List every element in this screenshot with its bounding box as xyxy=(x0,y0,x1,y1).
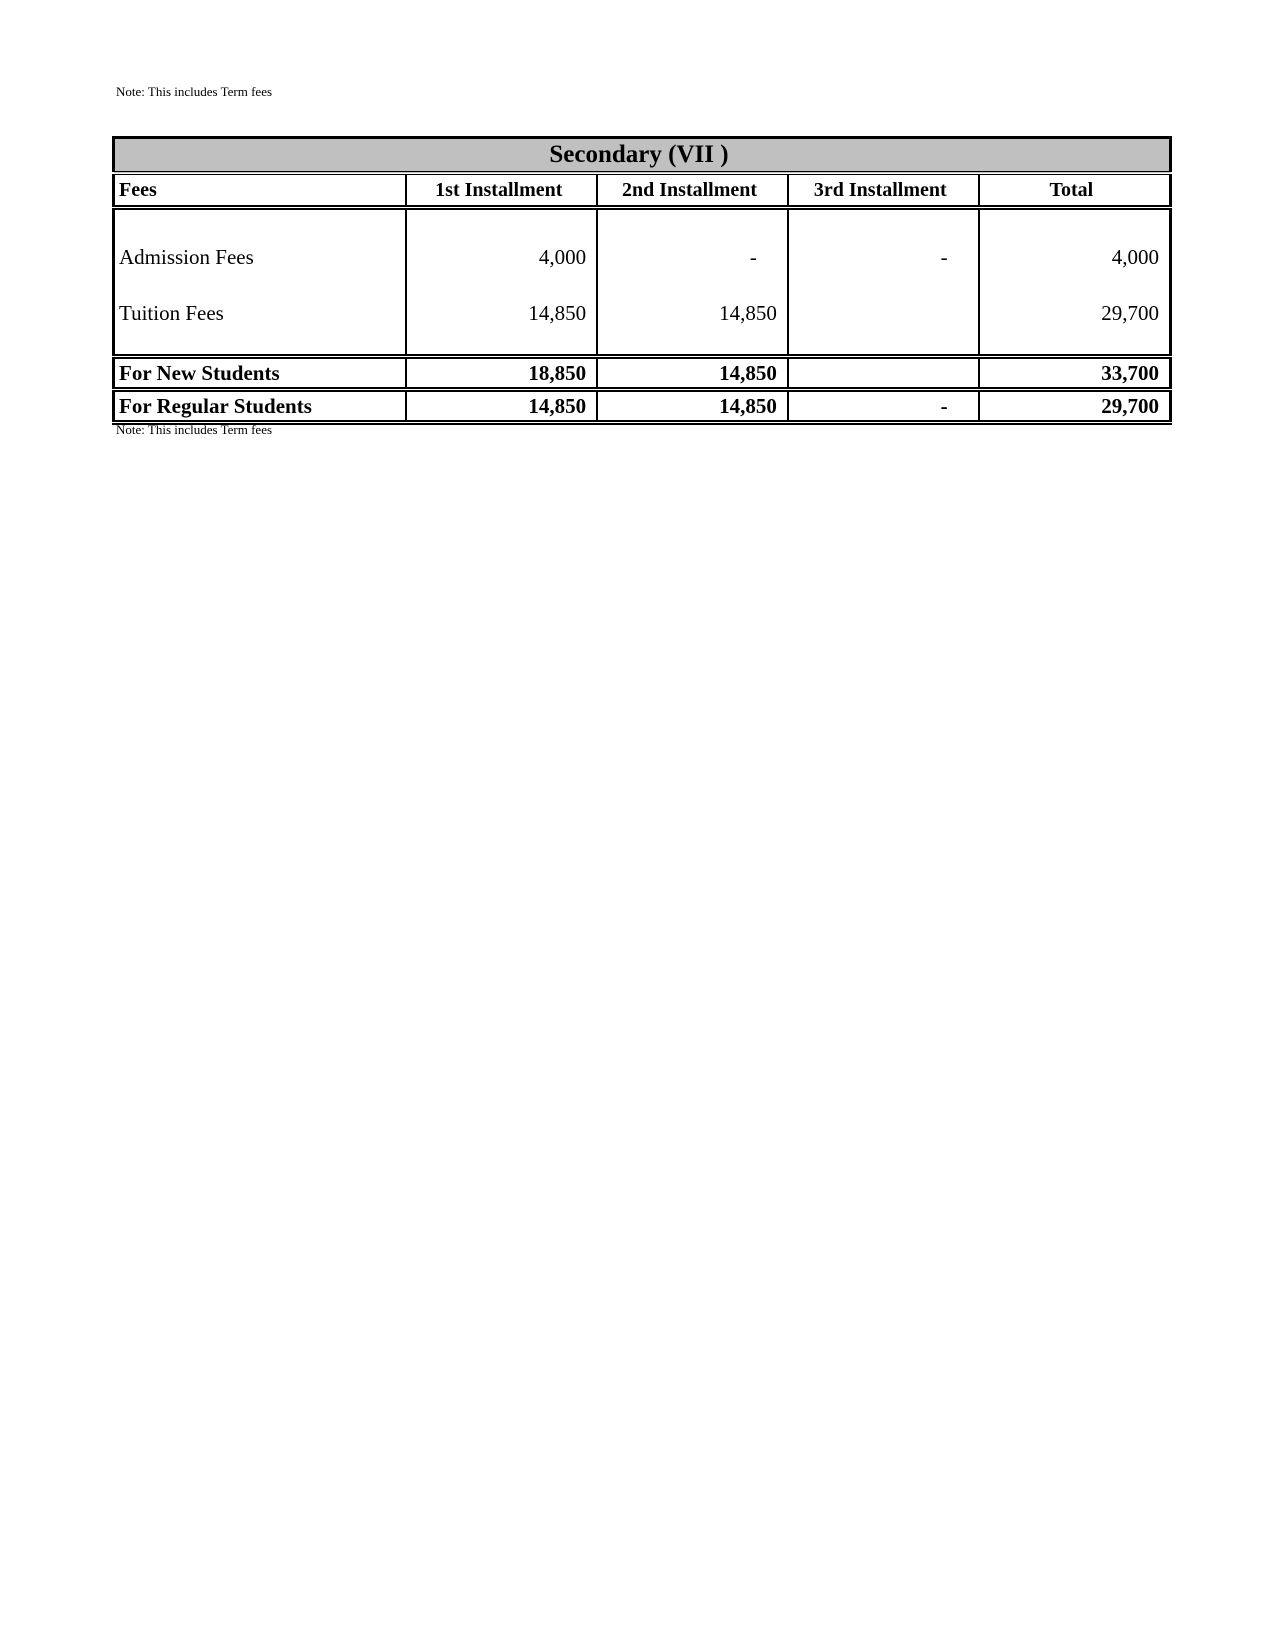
summary-2nd: 14,850 xyxy=(597,390,788,423)
header-3rd-installment: 3rd Installment xyxy=(788,173,979,208)
cell-3rd xyxy=(788,272,979,357)
summary-1st: 18,850 xyxy=(406,357,597,390)
summary-total: 33,700 xyxy=(979,357,1171,390)
summary-1st: 14,850 xyxy=(406,390,597,423)
summary-3rd xyxy=(788,357,979,390)
table-title-row xyxy=(114,138,1171,174)
header-fees: Fees xyxy=(114,173,407,208)
header-2nd-installment: 2nd Installment xyxy=(597,173,788,208)
summary-label: For New Students xyxy=(114,357,407,390)
table-title: Secondary (VII ) xyxy=(114,138,1171,174)
cell-1st: 14,850 xyxy=(406,272,597,357)
note-top: Note: This includes Term fees xyxy=(116,84,273,99)
summary-label: For Regular Students xyxy=(114,390,407,423)
cell-2nd: 14,850 xyxy=(597,272,788,357)
row-label: Tuition Fees xyxy=(114,272,407,357)
header-1st-installment: 1st Installment xyxy=(406,173,597,208)
summary-total: 29,700 xyxy=(979,390,1171,423)
cell-total: 4,000 xyxy=(979,208,1171,273)
header-total: Total xyxy=(979,173,1171,208)
summary-row-new-students xyxy=(114,357,1171,390)
summary-3rd: - xyxy=(788,390,979,423)
table-row-admission xyxy=(114,208,1171,273)
cell-2nd: - xyxy=(597,208,788,273)
note-bottom: Note: This includes Term fees xyxy=(116,422,273,437)
summary-row-regular-students xyxy=(114,390,1171,423)
table-row-tuition xyxy=(114,272,1171,357)
fee-table xyxy=(112,136,1172,425)
table-header-row xyxy=(114,173,1171,208)
summary-2nd: 14,850 xyxy=(597,357,788,390)
cell-3rd: - xyxy=(788,208,979,273)
cell-1st: 4,000 xyxy=(406,208,597,273)
cell-total: 29,700 xyxy=(979,272,1171,357)
row-label: Admission Fees xyxy=(114,208,407,273)
